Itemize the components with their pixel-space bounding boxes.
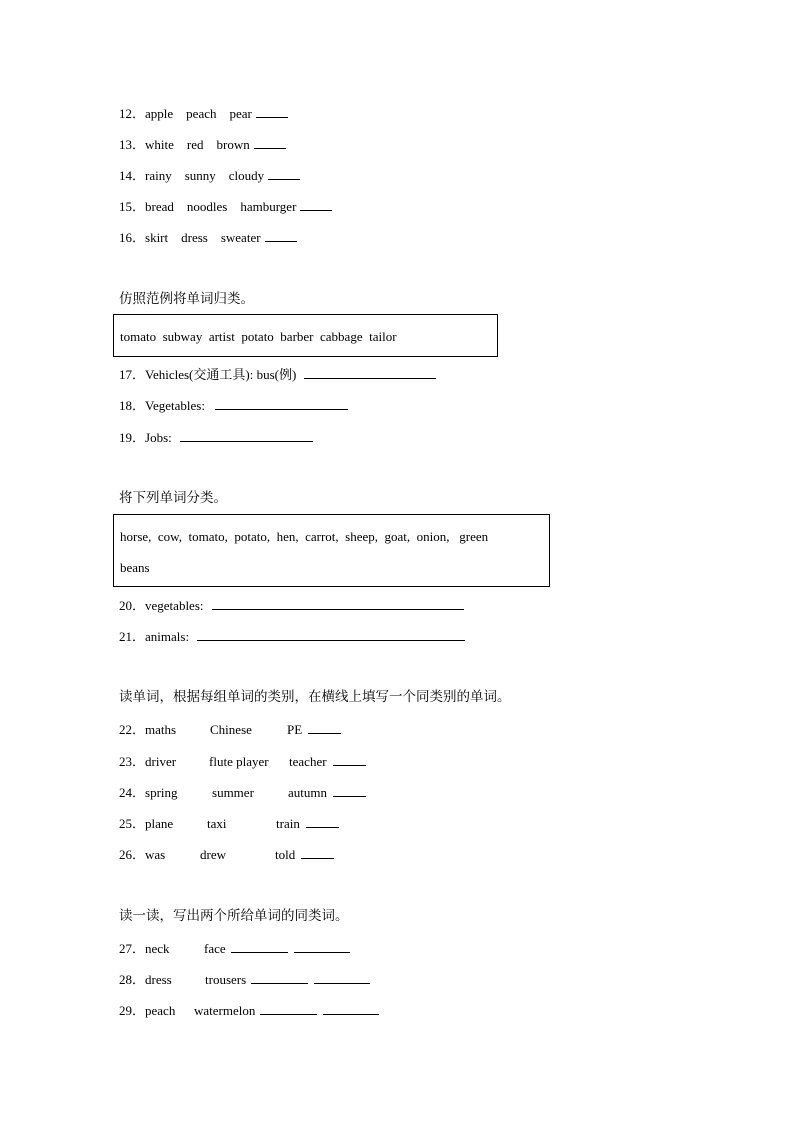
question-words: apple peach pear bbox=[145, 106, 252, 121]
word-3: train bbox=[276, 816, 300, 831]
section-title: 读单词，根据每组单词的类别，在横线上填写一个同类别的单词。 bbox=[119, 689, 511, 705]
question-number: 25． bbox=[119, 816, 146, 831]
question-number: 17． bbox=[119, 367, 146, 382]
answer-blank-2[interactable] bbox=[323, 1002, 379, 1015]
question-15 bbox=[119, 198, 332, 215]
answer-blank[interactable] bbox=[215, 397, 348, 410]
answer-blank[interactable] bbox=[308, 721, 341, 734]
question-words: vegetables: bbox=[145, 598, 204, 613]
word-1: peach bbox=[145, 1003, 176, 1018]
section-title: 读一读，写出两个所给单词的同类词。 bbox=[119, 908, 349, 924]
question-number: 14． bbox=[119, 168, 146, 183]
question-words: skirt dress sweater bbox=[145, 230, 261, 245]
question-number: 15． bbox=[119, 199, 146, 214]
question-number: 20． bbox=[119, 598, 146, 613]
word-3: told bbox=[275, 847, 296, 862]
section-title: 仿照范例将单词归类。 bbox=[119, 291, 254, 307]
question-words: Vegetables: bbox=[145, 398, 205, 413]
question-12 bbox=[119, 105, 288, 122]
word-2: flute player bbox=[209, 754, 269, 769]
question-number: 23． bbox=[119, 754, 146, 769]
word-2: trousers bbox=[205, 972, 247, 987]
question-number: 22． bbox=[119, 722, 146, 737]
question-number: 24． bbox=[119, 785, 146, 800]
word-2: drew bbox=[200, 847, 227, 862]
answer-blank[interactable] bbox=[212, 597, 464, 610]
question-words: white red brown bbox=[145, 137, 250, 152]
question-words: Vehicles(交通工具): bus(例) bbox=[145, 367, 297, 382]
question-25 bbox=[119, 815, 339, 832]
word-2: watermelon bbox=[194, 1003, 256, 1018]
word-2: summer bbox=[212, 785, 254, 800]
answer-blank[interactable] bbox=[268, 167, 300, 180]
question-number: 12． bbox=[119, 106, 146, 121]
question-27 bbox=[119, 940, 350, 957]
word-bank-box bbox=[113, 514, 550, 587]
word-3: teacher bbox=[289, 754, 327, 769]
question-words: bread noodles hamburger bbox=[145, 199, 297, 214]
answer-blank[interactable] bbox=[306, 815, 339, 828]
question-number: 16． bbox=[119, 230, 146, 245]
answer-blank[interactable] bbox=[333, 753, 366, 766]
question-words: animals: bbox=[145, 629, 190, 644]
question-14 bbox=[119, 167, 300, 184]
word-2: taxi bbox=[207, 816, 227, 831]
question-18 bbox=[119, 397, 348, 414]
word-1: was bbox=[145, 847, 166, 862]
word-bank-text-line-2: beans bbox=[120, 560, 150, 575]
question-22 bbox=[119, 721, 341, 738]
answer-blank[interactable] bbox=[197, 628, 465, 641]
word-1: dress bbox=[145, 972, 172, 987]
word-3: PE bbox=[287, 722, 303, 737]
answer-blank[interactable] bbox=[180, 429, 313, 442]
answer-blank[interactable] bbox=[300, 198, 332, 211]
question-number: 27． bbox=[119, 941, 146, 956]
answer-blank-2[interactable] bbox=[314, 971, 370, 984]
answer-blank[interactable] bbox=[333, 784, 366, 797]
answer-blank-1[interactable] bbox=[231, 940, 288, 953]
question-words: Jobs: bbox=[145, 430, 172, 445]
word-1: neck bbox=[145, 941, 170, 956]
answer-blank[interactable] bbox=[265, 229, 297, 242]
question-20 bbox=[119, 597, 464, 614]
question-19 bbox=[119, 429, 313, 446]
word-1: maths bbox=[145, 722, 177, 737]
question-number: 18． bbox=[119, 398, 146, 413]
question-number: 13． bbox=[119, 137, 146, 152]
question-21 bbox=[119, 628, 465, 645]
word-1: spring bbox=[145, 785, 178, 800]
answer-blank[interactable] bbox=[256, 105, 288, 118]
answer-blank-2[interactable] bbox=[294, 940, 350, 953]
word-2: face bbox=[204, 941, 226, 956]
answer-blank-1[interactable] bbox=[260, 1002, 317, 1015]
question-23 bbox=[119, 753, 366, 770]
word-bank-text-line-1: horse, cow, tomato, potato, hen, carrot, sheep, goat, onion, green bbox=[120, 529, 489, 544]
question-17 bbox=[119, 366, 436, 383]
answer-blank[interactable] bbox=[304, 366, 436, 379]
question-16 bbox=[119, 229, 297, 246]
word-1: driver bbox=[145, 754, 177, 769]
question-29 bbox=[119, 1002, 379, 1019]
word-bank-box bbox=[113, 314, 498, 357]
question-number: 19． bbox=[119, 430, 146, 445]
question-number: 21． bbox=[119, 629, 146, 644]
word-2: Chinese bbox=[210, 722, 252, 737]
question-26 bbox=[119, 846, 334, 863]
word-bank-text: tomato subway artist potato barber cabbage tailor bbox=[120, 329, 397, 344]
question-number: 28． bbox=[119, 972, 146, 987]
answer-blank-1[interactable] bbox=[251, 971, 308, 984]
question-words: rainy sunny cloudy bbox=[145, 168, 265, 183]
word-3: autumn bbox=[288, 785, 328, 800]
question-number: 26． bbox=[119, 847, 146, 862]
answer-blank[interactable] bbox=[254, 136, 286, 149]
question-number: 29． bbox=[119, 1003, 146, 1018]
word-1: plane bbox=[145, 816, 174, 831]
question-28 bbox=[119, 971, 370, 988]
question-24 bbox=[119, 784, 366, 801]
answer-blank[interactable] bbox=[301, 846, 334, 859]
section-title: 将下列单词分类。 bbox=[119, 490, 227, 506]
question-13 bbox=[119, 136, 286, 153]
